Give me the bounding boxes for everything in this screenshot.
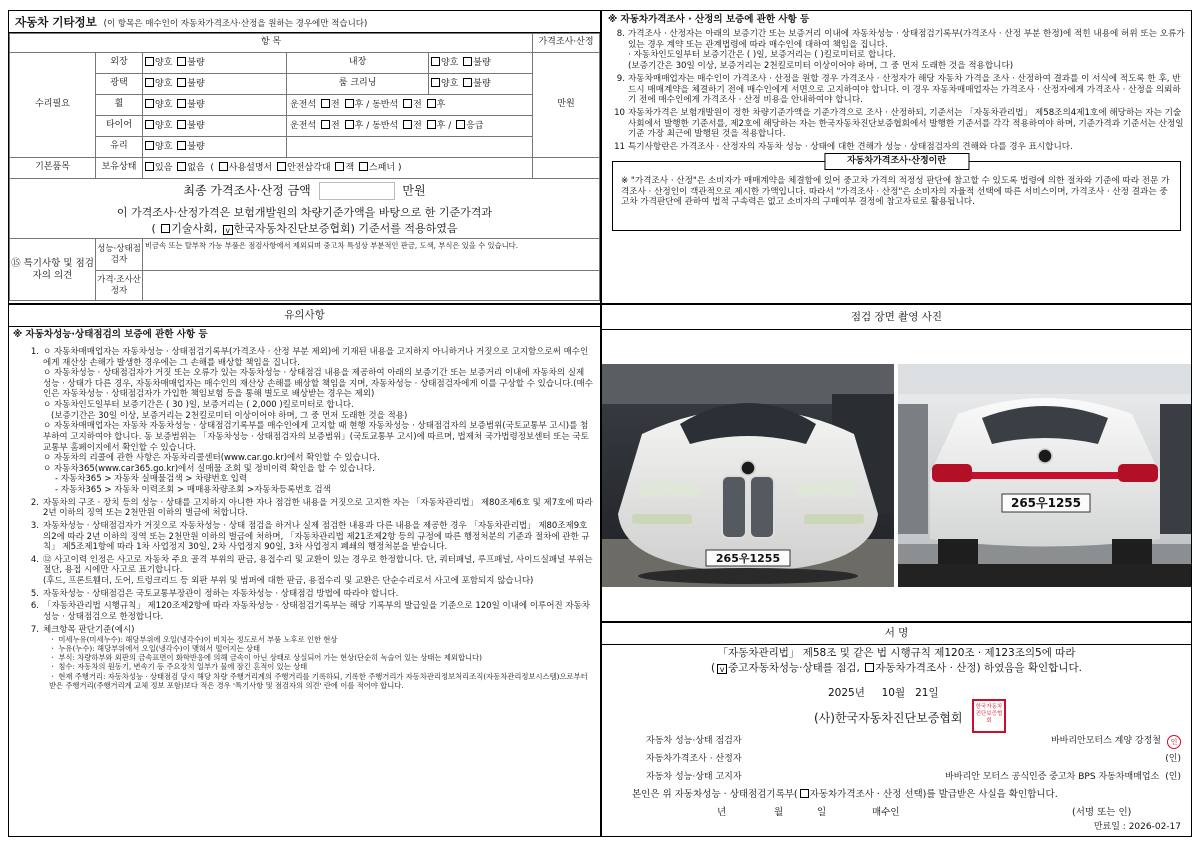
price-assessor-label: 자동차가격조사 · 산정자 — [646, 754, 742, 765]
receipt-price-checkbox[interactable] — [800, 789, 809, 798]
triangle-checkbox[interactable] — [277, 162, 286, 171]
room-label: 룸 크리닝 — [287, 74, 429, 95]
interior-bad-checkbox[interactable] — [463, 57, 472, 66]
photo-panel — [601, 304, 1192, 622]
basis-line-1: 이 가격조사·산정가격은 보험개발원의 차량기준가액을 바탕으로 한 기준가격과 — [116, 205, 493, 219]
gloss-bad-checkbox[interactable] — [177, 78, 186, 87]
price-assessor-seal: (인) — [1165, 754, 1181, 765]
basic-items-label: 기본품목 — [10, 158, 96, 179]
signature-line-2: ( v 중고자동차성능·상태를 점검, 자동차가격조사 · 산정) 하였음을 확인합니다. — [711, 662, 1082, 675]
exterior-good-checkbox[interactable] — [145, 57, 154, 66]
price-definition-box — [612, 155, 1181, 231]
gloss-good-checkbox[interactable] — [145, 78, 154, 87]
caution-1d: ㅇ 자동차매매업자는 자동차 자동차성능 · 상태점검기록부를 매수인에게 고지할 때 현행 자동차성능 · 상태점검자의 보증범위(국토교통부 고시)를 첨부하여 고지하여야 합니다. 동 보증범위는 「자동차성능 · 상태점검자의 보증범위」(국토교통부 고시)에 따르며, 법제처 국가법령정보센터 또는 국토교통부 홈페이지에서 확인할 수 있습니다. — [43, 421, 589, 453]
caution-6: 「자동차관리법 시행규칙」 제120조제2항에 따라 자동차성능 · 상태점검기록부는 해당 기록부의 발급일을 기준으로 120일 이내에 이루어진 자동차 성능 · 상태점검으로 한정합니다. — [43, 601, 590, 622]
rear-plate-text: 265우1255 — [1010, 496, 1082, 510]
tire-driver-rear-checkbox[interactable] — [345, 120, 354, 129]
car-front-photo — [602, 364, 894, 587]
warranty-item-9: 자동차매매업자는 매수인이 가격조사 · 산정을 원할 경우 가격조사 · 산정자가 해당 자동차 가격을 조사 · 산정하여 결과를 이 서식에 적도록 한 후, 반드시 매매계약을 체결하기 전에 매수인에게 서면으로 고지하여야 합니다. 이 경우 자동차매매업자는 가격조사 · 산정자에게 가격조사 · 산정을 의뢰하기 전에 매수인에게 가격조사 · 산정 비용을 안내하여야 합니다. — [628, 73, 1181, 106]
final-price-area — [10, 179, 600, 239]
caution-1h: - 자동차365 > 자동차 이력조회 > 매매용차량조회 >자동차등록번호 검색 — [55, 485, 331, 495]
signature-panel: 서 명 「자동차관리법」 제58조 및 같은 법 시행규칙 제120조 · 제123조의5에 따라 ( v 중고자동차성능·상태를 점검, 자동차가격조사 · 산정) 하였음을 확인합니다. 2025년 10월 21일 (사)한국자동차진단보증협회 한국자동차진단보증협회 자동차 성능·상태 점검자 바바리안모터스 계양 강정철 인 자동차가격조사 · 산정자 (인) 자동차 성능·상태 고지자 바바리안 모터스 공식인증 중고차 BPS 자동차매매업소 (인) 본인은 위 자동차성능 · 상태점검기록부( 자동차가격조사 · 산정 선택)를 발급받은 사실을 확인합니다. 년 월 일 매수인 (서명 또는 인) 만료일 : 2026-02-17 — [601, 622, 1192, 837]
have-checkbox[interactable] — [145, 162, 154, 171]
inspector-label: 자동차 성능·상태 점검자 — [646, 736, 742, 747]
col-item-header: 항 목 — [10, 34, 533, 53]
room-bad-checkbox[interactable] — [463, 78, 472, 87]
signature-header: 서 명 — [602, 623, 1191, 645]
tire-passenger-rear-checkbox[interactable] — [427, 120, 436, 129]
perf-inspector-opinion: 비금속 또는 탈부착 가능 부품은 점검사항에서 제외되며 중고차 특성상 부분적인 판금, 도색, 부식은 있을 수 있습니다. — [143, 239, 600, 271]
caution-4: ⑫ 사고이력 인정은 사고로 자동차 주요 골격 부위의 판금, 용접수리 및 교환이 있는 경우로 한정합니다. 단, 쿼터패널, 루프패널, 사이드실패널 부위는 절단, 용접 시에만 사고로 표기합니다. — [43, 554, 593, 576]
caution-panel: 유의사항 ※ 자동차성능·상태점검의 보증에 관한 사항 등 1. ㅇ 자동차매매업자는 자동차성능 · 상태점검기록부(가격조사 · 산정 부분 제외)에 기재된 내용을 고지하지 아니하거나 거짓으로 고지함으로써 매수인에게 재산상 손해가 발생한 경우에는 그 손해를 배상할 책임을 집니다. ㅇ 자동차성능 · 상태점검자가 거짓 또는 오류가 있는 자동차성능 · 상태점검 내용을 제공하여 아래의 보증기간 또는 보증거리 이내에 자동차의 실제 성능 · 상태가 다른 경우, 자동차매매업자는 매수인의 재산상 손해를 배상할 책임을 지며, 자동차성능 · 상태점검자에게 이를 구상할 수 있습니다.(매수인은 자동차성능 · 상태점검자가 가입한 책임보험 등을 통해 별도로 배상받는 경우는 제외) ㅇ 자동차인도일부터 보증기간은 ( 30 )일, 보증거리는 ( 2,000 )킬로미터로 합니다. (보증기간은 30일 이상, 보증거리는 2천킬로미터 이상이어야 하며, 그 중 먼저 도래한 것을 적용) ㅇ 자동차매매업자는 자동차 자동차성능 · 상태점검기록부를 매수인에게 고지할 때 현행 자동차성능 · 상태점검자의 보증범위(국토교통부 고시)를 첨부하여 고지하여야 합니다. 동 보증범위는 「자동차성능 · 상태점검자의 보증범위」(국토교통부 고시)에 따르며, 법제처 국가법령정보센터 또는 국토교통부 홈페이지에서 확인할 수 있습니다. ㅇ 자동차의 리콜에 관한 사항은 자동차리콜센터(www.car.go.kr)에서 확인할 수 있습니다. ㅇ 자동차365(www.car365.go.kr)에서 실매물 조회 및 정비이력 확인을 할 수 있습니다. - 자동차365 > 자동차 실매물검색 > 차량번호 입력 - 자동차365 > 자동차 이력조회 > 매매용차량조회 >자동차등록번호 검색 2. 자동차의 구조 · 장치 등의 성능 · 상태를 고지하지 아니한 자나 점검한 내용을 거짓으로 고지한 자는 「자동차관리법」 제80조제6호 및 제7호에 따라 2년 이하의 징역 또는 2천만원 이하의 벌금에 처합니다. 3. 자동차성능 · 상태점검자가 거짓으로 자동차성능 · 상태 점검을 하거나 실제 점검한 내용과 다른 내용을 제공한 경우 「자동차관리법」 제80조제9호의2에 따라 2년 이하의 징역 또는 2천만원 이하의 벌금에 처하며, 「자동차관리법 제21조제2항 등의 규정에 따른 행정처분의 기준과 절차에 관한 규칙」 제5조제1항에 따라 1차 사업정지 30일, 2차 사업정지 90일, 3차 사업정지 폐쇄의 행정처분을 받습니다. 4. ⑫ 사고이력 인정은 사고로 자동차 주요 골격 부위의 판금, 용접수리 및 교환이 있는 경우로 한정합니다. 단, 쿼터패널, 루프패널, 사이드실패널 부위는 절단, 용접 시에만 사고로 표기합니다. (후드, 프론트휀더, 도어, 트렁크리드 등 외판 부위 및 범퍼에 대한 판금, 용접수리 및 교환은 단순수리로서 사고에 포함되지 않습니다) 5. 자동차성능 · 상태점검은 국토교통부장관이 정하는 자동차성능 · 상태점검 방법에 따라야 합니다. 6. 「자동차관리법 시행규칙」 제120조제2항에 따라 자동차성능 · 상태점검기록부는 해당 기록부의 발급일을 기준으로 120일 이내에 이루어진 자동차 성능 · 상태점검으로 한정합니다. 7. 체크항목 판단기준(예시) ㆍ 미세누유(미세누수): 해당부위에 오일(냉각수)이 비치는 정도로서 부품 노후로 인한 현상 ㆍ 누유(누수): 해당부위에서 오일(냉각수)이 맺혀서 떨어지는 상태 ㆍ 부식: 차량하부와 외판의 금속표면이 화학반응에 의해 금속이 아닌 상태로 상실되어 가는 현상(단순히 녹슬어 있는 상태는 제외합니다) ㆍ 침수: 자동차의 원동기, 변속기 등 주요장치 일부가 물에 잠긴 흔적이 있는 상태 ㆍ 현재 주행거리: 자동차성능 · 상태점검 당시 해당 차량 주행거리계의 주행거리를 기록하되, 기록한 주행거리가 자동차관리정보처리조직(자동차관리정보시스템)으로부터 받은 주행거리(주행거리계 교체 정보 포함)보다 적은 경우 '특기사항 및 점검자의 의견' 란에 이를 적어야 합니다. — [8, 304, 601, 837]
room-options: 양호 불량 — [429, 74, 533, 95]
caution-1e: ㅇ 자동차의 리콜에 관한 사항은 자동차리콜센터(www.car.go.kr)에서 확인할 수 있습니다. — [43, 453, 380, 464]
possession-label: 보유상태 — [96, 158, 143, 179]
warranty-item-10: 자동차가격은 보험개발원이 정한 차량기준가액을 기준가격으로 조사 · 산정하되, 기준서는 「자동차관리법」 제58조의4제1호에 해당하는 자는 기술사회에서 발행한 기준서를, 제2호에 해당하는 자는 한국자동차진단보증협회에서 발행한 기준서를 각각 적용하여야 하며, 기준가격과 기준서는 산정일 기준 가장 최근에 발행된 것을 적용합니다. — [628, 108, 1184, 140]
wheel-bad-checkbox[interactable] — [177, 99, 186, 108]
interior-label: 내장 — [287, 53, 429, 74]
col-price-header: 가격조사·산정 — [533, 34, 600, 53]
signature-line-1: 「자동차관리법」 제58조 및 같은 법 시행규칙 제120조 · 제123조의5에 따라 — [717, 647, 1076, 659]
glass-good-checkbox[interactable] — [145, 141, 154, 150]
caution-7d: ㆍ 침수: 자동차의 원동기, 변속기 등 주요장치 일부가 물에 잠긴 흔적이 있는 상태 — [49, 662, 308, 672]
perf-inspector-label: 성능·상태점검자 — [96, 239, 143, 271]
caution-3: 자동차성능 · 상태점검자가 거짓으로 자동차성능 · 상태 점검을 하거나 실제 점검한 내용과 다른 내용을 제공한 경우 「자동차관리법」 제80조제9호의2에 따라 2년 이하의 징역 또는 2천만원 이하의 벌금에 처하며, 「자동차관리법 제21조제2항 등의 규정에 따른 행정처분의 기준과 절차에 관한 규칙」 제5조제1항에 따라 1차 사업정지 30일, 2차 사업정지 90일, 3차 사업정지 폐쇄의 행정처분을 받습니다. — [43, 520, 590, 553]
caution-1c2: (보증기간은 30일 이상, 보증거리는 2천킬로미터 이상이어야 하며, 그 중 먼저 도래한 것을 적용) — [51, 410, 408, 421]
warranty-item-8: 가격조사 · 산정자는 아래의 보증기간 또는 보증거리 이내에 자동차성능 · 상태점검기록부(가격조사 · 산정 부분 한정)에 적힌 내용에 허위 또는 오류가 있는 경우 계약 또는 관계법령에 따라 매수인에 대하여 책임을 집니다. — [628, 28, 1185, 50]
price-inspector-opinion — [143, 271, 600, 301]
receipt-line: 본인은 위 자동차성능 · 상태점검기록부( 자동차가격조사 · 산정 선택)를 발급받은 사실을 확인합니다. — [632, 789, 1058, 800]
jack-checkbox[interactable] — [335, 162, 344, 171]
price-definition-text: ※ "가격조사 · 산정"은 소비자가 매매계약을 체결함에 있어 중고차 가격의 적정성 판단에 참고할 수 있도록 법령에 의한 절차와 기준에 따라 전문 가격조사 · 산정인이 객관적으로 제시한 가액입니다. 따라서 "가격조사 · 산정"은 소비자의 자율적 선택에 따른 서비스이며, 가격조사 · 산정 결과는 중고차 가격판단에 관하여 법적 구속력은 없고 소비자의 구매여부 결정에 참고자료로 활용됩니다. — [621, 175, 1170, 208]
caution-7e: ㆍ 현재 주행거리: 자동차성능 · 상태점검 당시 해당 차량 주행거리계의 주행거리를 기록하되, 기록한 주행거리가 자동차관리정보처리조직(자동차관리정보시스템)으로부터 받은 주행거리(주행거리계 교체 정보 포함)보다 적은 경우 '특기사항 및 점검자의 의견' 란에 이를 적어야 합니다. — [49, 671, 588, 690]
caution-2: 자동차의 구조 · 장치 등의 성능 · 상태를 고지하지 아니한 자나 점검한 내용을 거짓으로 고지한 자는 「자동차관리법」 제80조제6호 및 제7호에 따라 2년 이하의 징역 또는 2천만원 이하의 벌금에 처합니다. — [43, 497, 593, 519]
caution-7b: ㆍ 누유(누수): 해당부위에서 오일(냉각수)이 맺혀서 떨어지는 상태 — [49, 644, 261, 654]
warranty-item-8-sub1: · 자동차인도일부터 보증기간은 ( )일, 보증거리는 ( )킬로미터로 합니다. — [628, 50, 896, 61]
wheel-driver-rear-checkbox[interactable] — [345, 99, 354, 108]
price-definition-title: 자동차가격조사·산정이란 — [824, 153, 969, 170]
exterior-options: 양호 불량 — [143, 53, 287, 74]
signature-date: 2025년 10월 21일 — [828, 687, 939, 699]
none-checkbox[interactable] — [177, 162, 186, 171]
expiry-date: 만료일 : 2026-02-17 — [1093, 821, 1181, 832]
notifier-label: 자동차 성능·상태 고지자 — [646, 772, 742, 783]
wheel-position-options: 운전석 전 후 / 동반석 전 후 — [287, 95, 533, 116]
special-notes-label: ⑮ 특기사항 및 점검자의 의견 — [10, 239, 96, 301]
kadia-checkbox-checked[interactable]: v — [223, 225, 233, 235]
caution-1g: - 자동차365 > 자동차 실매물검색 > 차량번호 입력 — [55, 474, 248, 485]
misc-info-panel — [8, 10, 601, 304]
caution-1f: ㅇ 자동차365(www.car365.go.kr)에서 실매물 조회 및 정비이력 확인을 할 수 있습니다. — [43, 463, 375, 474]
price-inspector-label: 가격·조사산정자 — [96, 271, 143, 301]
tire-options: 양호 불량 — [143, 116, 287, 137]
front-plate-text: 265우1255 — [715, 552, 781, 565]
price-unit: 만원 — [533, 53, 600, 158]
interior-options: 양호 불량 — [429, 53, 533, 74]
exterior-label: 외장 — [96, 53, 143, 74]
tire-good-checkbox[interactable] — [145, 120, 154, 129]
glass-label: 유리 — [96, 137, 143, 158]
possession-options: 있음 없음 ( 사용설명서 안전삼각대 잭 스패너 ) — [143, 158, 533, 179]
tire-passenger-front-checkbox[interactable] — [403, 120, 412, 129]
price-check-checkbox[interactable] — [865, 663, 874, 672]
caution-7: 체크항목 판단기준(예시) — [43, 624, 135, 635]
car-rear-photo — [898, 364, 1192, 587]
notifier-value: 바바리안 모터스 공식인증 중고차 BPS 자동차매매업소 — [945, 772, 1160, 783]
glass-options: 양호 불량 — [143, 137, 287, 158]
final-price-input[interactable] — [319, 182, 395, 200]
caution-title: ※ 자동차성능·상태점검의 보증에 관한 사항 등 — [13, 329, 208, 340]
association-name: (사)한국자동차진단보증협회 — [814, 711, 963, 725]
repair-label: 수리필요 — [10, 53, 96, 158]
caution-5: 자동차성능 · 상태점검은 국토교통부장관이 정하는 자동차성능 · 상태점검 방법에 따라야 합니다. — [43, 588, 399, 599]
price-warranty-title: ※ 자동차가격조사 · 산정의 보증에 관한 사항 등 — [608, 14, 810, 25]
caution-1a: ㅇ 자동차매매업자는 자동차성능 · 상태점검기록부(가격조사 · 산정 부분 제외)에 기재된 내용을 고지하지 아니하거나 거짓으로 고지함으로써 매수인에게 재산상 손해가 발생한 경우에는 그 손해를 배상할 책임을 집니다. — [43, 346, 589, 368]
price-warranty-panel: ※ 자동차가격조사 · 산정의 보증에 관한 사항 등 8. 가격조사 · 산정자는 아래의 보증기간 또는 보증거리 이내에 자동차성능 · 상태점검기록부(가격조사 · 산정 부분 한정)에 적힌 내용에 허위 또는 오류가 있는 경우 계약 또는 관계법령에 따라 매수인에 대하여 책임을 집니다. · 자동차인도일부터 보증기간은 ( )일, 보증거리는 ( )킬로미터로 합니다. (보증기간은 30일 이상, 보증거리는 2천킬로미터 이상이어야 하며, 그 중 먼저 도래한 것을 적용합니다) 9. 자동차매매업자는 매수인이 가격조사 · 산정을 원할 경우 가격조사 · 산정자가 해당 자동차 가격을 조사 · 산정하여 결과를 이 서식에 적도록 한 후, 반드시 매매계약을 체결하기 전에 매수인에게 서면으로 고지하여야 합니다. 이 경우 자동차매매업자는 가격조사 · 산정자에게 가격조사 · 산정을 의뢰하기 전에 매수인에게 가격조사 · 산정 비용을 안내하여야 합니다. 10 자동차가격은 보험개발원이 정한 차량기준가액을 기준가격으로 조사 · 산정하되, 기준서는 「자동차관리법」 제58조의4제1호에 해당하는 자는 기술사회에서 발행한 기준서를, 제2호에 해당하는 자는 한국자동차진단보증협회에서 발행한 기준서를 각각 적용하여야 하며, 기준가격과 기준서는 산정일 기준 가장 최근에 발행된 것을 적용합니다. 11 특기사항란은 가격조사 · 산정자의 자동차 성능 · 상태에 대한 견해가 성능 · 상태점검자의 견해와 다를 경우 표시합니다. 자동차가격조사·산정이란 ※ "가격조사 · 산정"은 소비자가 매매계약을 체결함에 있어 중고차 가격의 적정성 판단에 참고할 수 있도록 법령에 의한 절차와 기준에 따라 전문 가격조사 · 산정인이 객관적으로 제시한 가액입니다. 따라서 "가격조사 · 산정"은 소비자의 자율적 선택에 따른 서비스이며, 가격조사 · 산정 결과는 중고차 가격판단에 관하여 법적 구속력은 없고 소비자의 구매여부 결정에 참고자료로 활용됩니다. — [601, 10, 1192, 304]
wheel-driver-front-checkbox[interactable] — [321, 99, 330, 108]
basis-line-2: ( 기술사회, v 한국자동차진단보증협회) 기준서를 적용하였음 — [151, 221, 458, 235]
tire-driver-front-checkbox[interactable] — [321, 120, 330, 129]
caution-1c: ㅇ 자동차인도일부터 보증기간은 ( 30 )일, 보증거리는 ( 2,000 )킬로미터로 합니다. — [43, 400, 354, 410]
caution-7c: ㆍ 부식: 차량하부와 외판의 금속표면이 화학반응에 의해 금속이 아닌 상태로 상실되어 가는 현상(단순히 녹슬어 있는 상태는 제외합니다) — [49, 653, 482, 663]
gloss-options: 양호 불량 — [143, 74, 287, 95]
caution-4b: (후드, 프론트휀더, 도어, 트렁크리드 등 외판 부위 및 범퍼에 대한 판금, 용접수리 및 교환은 단순수리로서 사고에 포함되지 않습니다) — [43, 576, 534, 586]
gloss-label: 광택 — [96, 74, 143, 95]
caution-header: 유의사항 — [9, 305, 600, 327]
inspector-value: 바바리안모터스 계양 강정철 — [1050, 736, 1161, 747]
notifier-seal: (인) — [1165, 772, 1181, 783]
caution-1b: ㅇ 자동차성능 · 상태점검자가 거짓 또는 오류가 있는 자동차성능 · 상태점검 내용을 제공하여 아래의 보증기간 또는 보증거리 이내에 자동차의 실제 성능 · 상태가 다른 경우, 자동차매매업자는 매수인의 재산상 손해를 배상할 책임을 지며, 자동차성능 · 상태점검자에게 이를 구상할 수 있습니다.(매수인은 자동차성능 · 상태점검자가 가입한 책임보험 등을 통해 별도로 배상받는 경우는 제외) — [43, 368, 593, 400]
association-seal: 한국자동차진단보증협회 — [972, 699, 1006, 733]
interior-good-checkbox[interactable] — [431, 57, 440, 66]
spanner-checkbox[interactable] — [359, 162, 368, 171]
wheel-good-checkbox[interactable] — [145, 99, 154, 108]
manual-checkbox[interactable] — [219, 162, 228, 171]
tire-bad-checkbox[interactable] — [177, 120, 186, 129]
wheel-options: 양호 불량 — [143, 95, 287, 116]
exterior-bad-checkbox[interactable] — [177, 57, 186, 66]
tech-society-checkbox[interactable] — [161, 224, 170, 233]
tire-label: 타이어 — [96, 116, 143, 137]
inspection-checkbox-checked[interactable]: v — [717, 664, 727, 674]
wheel-passenger-front-checkbox[interactable] — [403, 99, 412, 108]
caution-7a: ㆍ 미세누유(미세누수): 해당부위에 오일(냉각수)이 비치는 정도로서 부품 노후로 인한 현상 — [49, 635, 338, 645]
wheel-label: 휠 — [96, 95, 143, 116]
misc-table — [9, 33, 600, 301]
final-price-label: 최종 가격조사·산정 금액 — [183, 183, 311, 198]
glass-bad-checkbox[interactable] — [177, 141, 186, 150]
final-price-unit: 만원 — [402, 183, 426, 198]
inspector-seal: 인 — [1167, 735, 1181, 749]
tire-position-options: 운전석 전 후 / 동반석 전 후 / 응급 — [287, 116, 533, 137]
room-good-checkbox[interactable] — [431, 78, 440, 87]
warranty-item-11: 특기사항란은 가격조사 · 산정자의 자동차 성능 · 상태에 대한 견해가 성능 · 상태점검자의 견해와 다를 경우 표시합니다. — [628, 142, 1073, 153]
wheel-passenger-rear-checkbox[interactable] — [427, 99, 436, 108]
warranty-item-8-sub2: (보증기간은 30일 이상, 보증거리는 2천킬로미터 이상이어야 하며, 그 중 먼저 도래한 것을 적용합니다) — [628, 61, 1014, 72]
photo-header: 점검 장면 촬영 사진 — [602, 305, 1191, 330]
tire-emergency-checkbox[interactable] — [456, 120, 465, 129]
misc-title: 자동차 기타정보 — [15, 15, 97, 29]
misc-note: (이 항목은 매수인이 자동차가격조사·산정을 원하는 경우에만 적습니다) — [103, 19, 368, 29]
buyer-signature-field[interactable]: (서명 또는 인) — [1072, 807, 1132, 818]
